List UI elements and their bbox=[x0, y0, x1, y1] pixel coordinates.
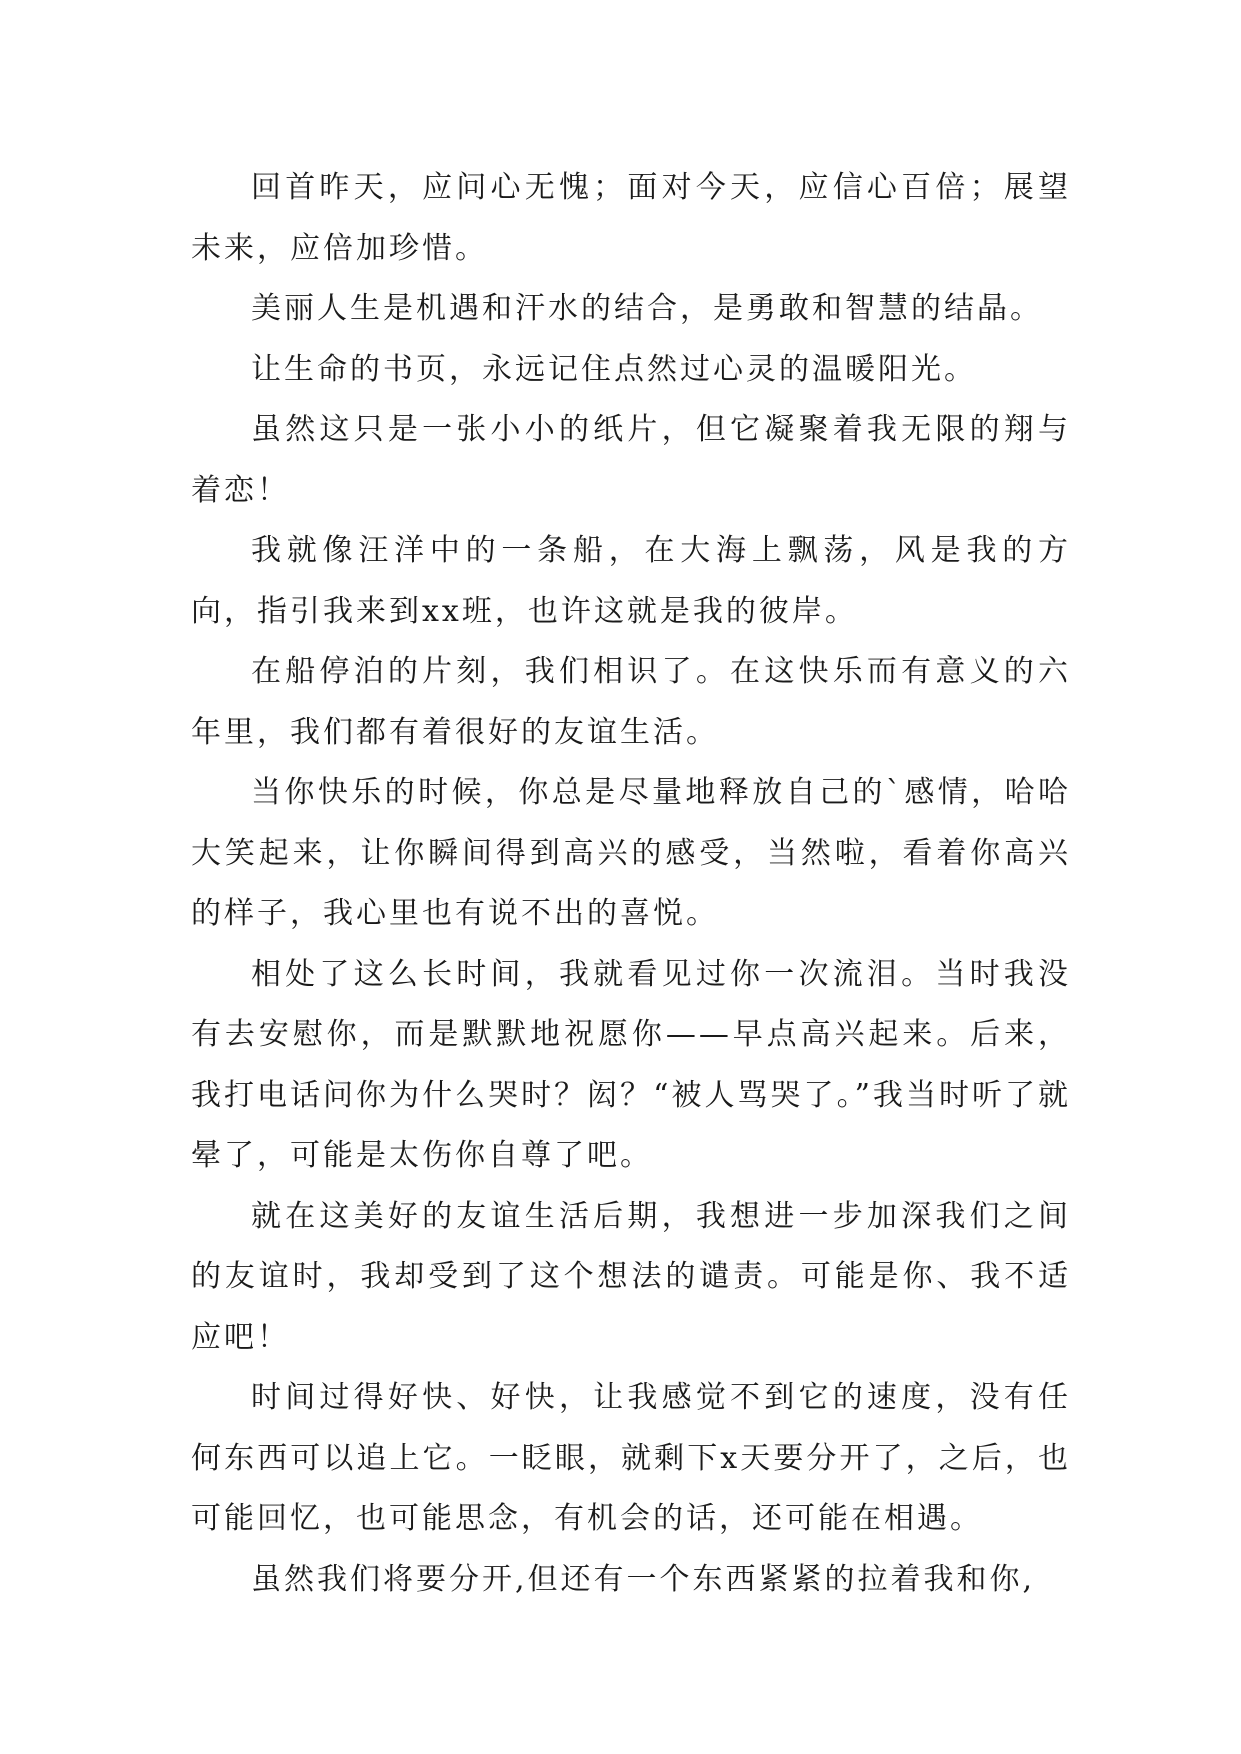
paragraph-5: 我就像汪洋中的一条船，在大海上飘荡，风是我的方向，指引我来到xx班，也许这就是我的彼岸。 bbox=[191, 533, 1071, 629]
paragraph-8: 相处了这么长时间，我就看见过你一次流泪。当时我没有去安慰你，而是默默地祝愿你——早点高兴起来。后来，我打电话问你为什么哭时？闳？“被人骂哭了。”我当时听了就晕了，可能是太伤你自尊了吧。 bbox=[191, 956, 1071, 1173]
paragraph-2: 美丽人生是机遇和汗水的结合，是勇敢和智慧的结晶。 bbox=[251, 291, 1043, 326]
paragraph-4: 虽然这只是一张小小的纸片，但它凝聚着我无限的翔与着恋！ bbox=[191, 412, 1071, 508]
paragraph-1: 回首昨天，应问心无愧；面对今天，应信心百倍；展望未来，应倍加珍惜。 bbox=[191, 170, 1071, 266]
paragraph-7: 当你快乐的时候，你总是尽量地释放自己的`感情，哈哈大笑起来，让你瞬间得到高兴的感受，当然啦，看着你高兴的样子，我心里也有说不出的喜悦。 bbox=[191, 775, 1071, 931]
paragraph-11: 虽然我们将要分开,但还有一个东西紧紧的拉着我和你, bbox=[251, 1561, 1036, 1597]
paragraph-3: 让生命的书页，永远记住点然过心灵的温暖阳光。 bbox=[251, 351, 977, 387]
document-body bbox=[191, 158, 1071, 1610]
paragraph-9: 就在这美好的友谊生活后期，我想进一步加深我们之间的友谊时，我却受到了这个想法的谴责。可能是你、我不适应吧！ bbox=[191, 1198, 1071, 1355]
paragraph-10: 时间过得好快、好快，让我感觉不到它的速度，没有任何东西可以追上它。一眨眼，就剩下x天要分开了，之后，也可能回忆，也可能思念，有机会的话，还可能在相遇。 bbox=[191, 1380, 1071, 1536]
paragraph-6: 在船停泊的片刻，我们相识了。在这快乐而有意义的六年里，我们都有着很好的友谊生活。 bbox=[191, 654, 1071, 750]
